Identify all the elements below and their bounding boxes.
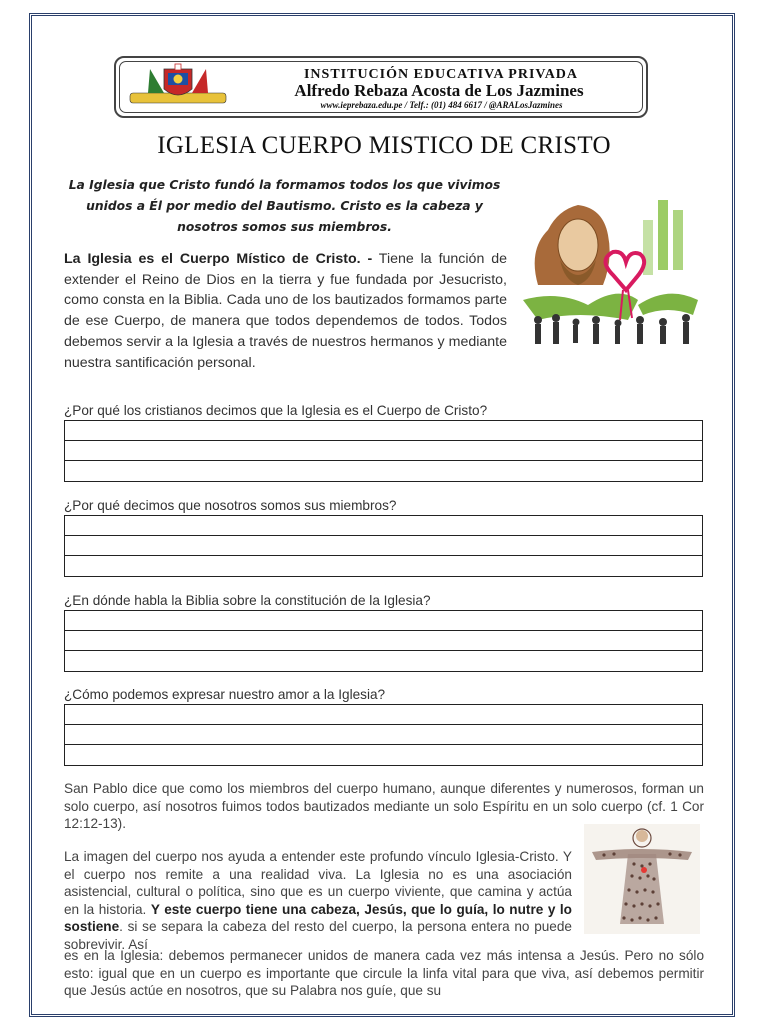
page-title: IGLESIA CUERPO MISTICO DE CRISTO xyxy=(157,132,611,159)
paragraph-3-text-a: La imagen del cuerpo nos ayuda a entender este profundo vínculo Iglesia-Cristo. Y el cuerpo nos remite a una realidad viva. La Iglesia no es una asociación asistencial, cultural o política, sino que es un cuerpo viviente, que camina y actúa en la historia. xyxy=(64,849,572,917)
answer-line[interactable] xyxy=(65,745,702,765)
paragraph-3 xyxy=(64,848,572,953)
answer-line[interactable] xyxy=(65,556,702,576)
school-header-banner xyxy=(114,56,648,118)
paragraph-4: es en la Iglesia: debemos permanecer unidos de manera cada vez más intensa a Jesús. Pero no sólo esto: igual que en un cuerpo es importante que circule la linfa vital para que viva, así debemos permitir que Jesús actúe en nosotros, que su Palabra nos guíe, que su xyxy=(64,948,704,998)
question-3: ¿En dónde habla la Biblia sobre la constitución de la Iglesia? xyxy=(64,593,431,608)
paragraph-1-body: Tiene la función de extender el Reino de Dios en la tierra y fue fundada por Jesucristo, como consta en la Biblia. Cada uno de los bautizados formamos parte de ese Cuerpo, de manera que todos dependemos de todos. Todos debemos servir a la Iglesia a través de nuestros hermanos y mediante nuestra santificación personal. xyxy=(64,251,507,371)
answer-line[interactable] xyxy=(65,536,702,556)
question-1: ¿Por qué los cristianos decimos que la Iglesia es el Cuerpo de Cristo? xyxy=(64,403,488,418)
school-type: INSTITUCIÓN EDUCATIVA PRIVADA xyxy=(303,67,579,82)
answer-line[interactable] xyxy=(65,461,702,481)
paragraph-1-heading: La Iglesia es el Cuerpo Místico de Cristo. - xyxy=(64,251,373,267)
answer-line[interactable] xyxy=(65,705,702,725)
answer-line[interactable] xyxy=(65,651,702,671)
question-2: ¿Por qué decimos que nosotros somos sus miembros? xyxy=(64,498,397,513)
answer-box-3[interactable] xyxy=(64,610,703,672)
answer-box-4[interactable] xyxy=(64,704,703,766)
answer-line[interactable] xyxy=(65,441,702,461)
paragraph-2: San Pablo dice que como los miembros del cuerpo humano, aunque diferentes y numerosos, forman un solo cuerpo, así nosotros fuimos todos bautizados mediante un solo Espíritu en un solo cuerpo (cf. 1 Cor 12:12-13). xyxy=(64,781,704,831)
paragraph-3-bold: Y este cuerpo tiene una cabeza, Jesús, que lo guía, lo nutre y lo sostiene xyxy=(64,901,572,934)
paragraph-3-text-b: . si se separa la cabeza del resto del cuerpo, la persona entera no puede sobrevivir. Así xyxy=(64,919,572,952)
christ-body-illustration xyxy=(584,824,700,934)
school-crest-icon xyxy=(128,63,228,109)
answer-box-2[interactable] xyxy=(64,515,703,577)
school-name: Alfredo Rebaza Acosta de Los Jazmines xyxy=(294,81,584,100)
answer-line[interactable] xyxy=(65,516,702,536)
jesus-illustration xyxy=(518,190,706,355)
school-contact: www.ieprebaza.edu.pe / Telf.: (01) 484 6617 / @ARALosJazmines xyxy=(320,100,563,110)
answer-line[interactable] xyxy=(65,631,702,651)
answer-line[interactable] xyxy=(65,725,702,745)
answer-box-1[interactable] xyxy=(64,420,703,482)
question-4: ¿Cómo podemos expresar nuestro amor a la Iglesia? xyxy=(64,687,386,702)
answer-line[interactable] xyxy=(65,611,702,631)
answer-line[interactable] xyxy=(65,421,702,441)
paragraph-1 xyxy=(64,249,507,373)
intro-text: La Iglesia que Cristo fundó la formamos todos los que vivimos unidos a Él por medio del Bautismo. Cristo es la cabeza y nosotros somos sus miembros. xyxy=(68,178,501,234)
